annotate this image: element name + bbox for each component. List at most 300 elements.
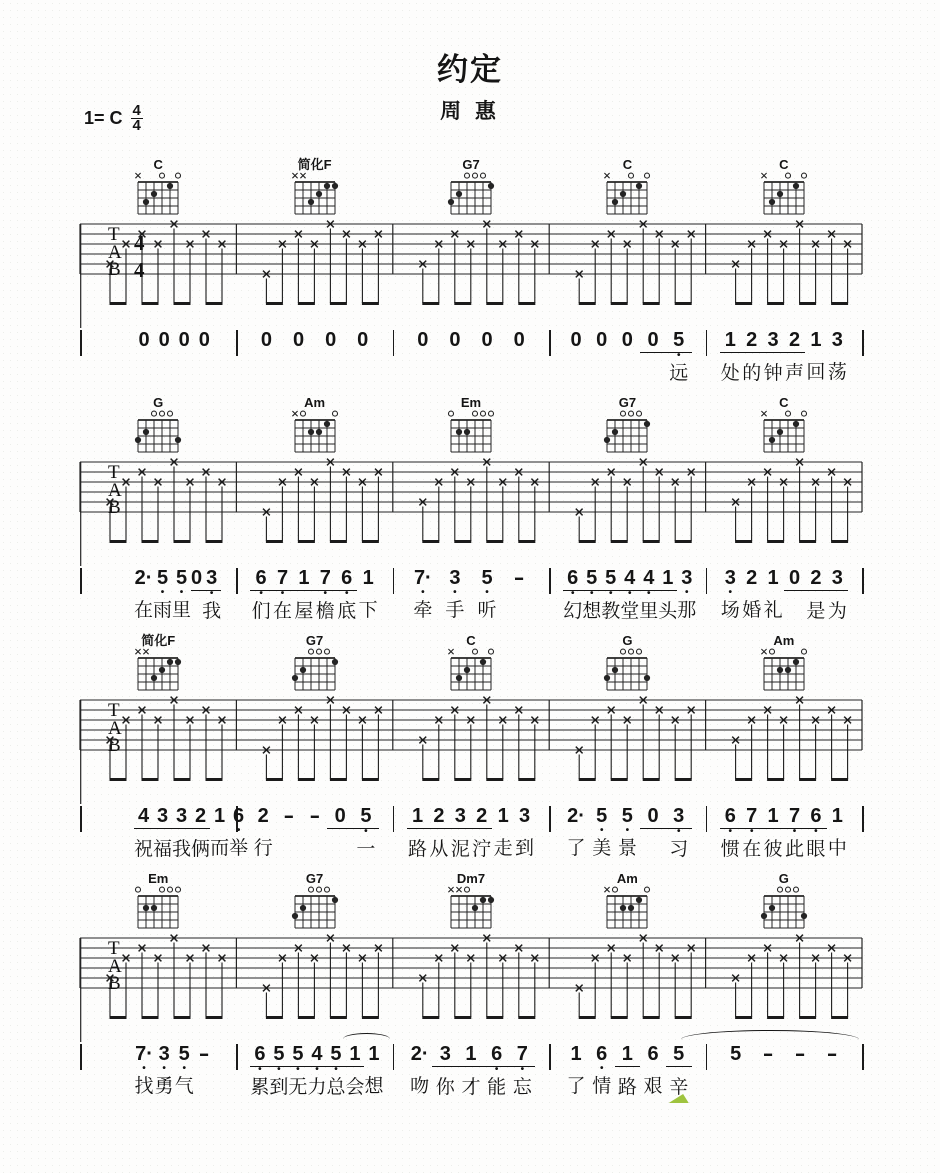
lyric-syllable — [640, 361, 666, 385]
chord-diagram — [439, 634, 503, 699]
octave-dot — [752, 1066, 784, 1074]
note: 0 — [357, 329, 369, 351]
lyric-syllable: 此 — [785, 839, 805, 860]
octave-dot: • — [608, 588, 613, 599]
note: 7 — [315, 566, 336, 591]
lyric-syllable: 祝 — [134, 839, 154, 860]
measure — [393, 566, 549, 622]
tab-staff — [0, 454, 940, 566]
lyric-syllable: 累 — [250, 1077, 270, 1098]
lyric-syllable: 彼 — [763, 839, 783, 860]
tab-system — [0, 634, 940, 804]
octave-dot — [134, 829, 153, 837]
chord-diagram — [283, 872, 347, 937]
note-column — [191, 566, 202, 623]
note: 0 — [138, 329, 150, 351]
note-column — [134, 566, 153, 623]
octave-dot — [640, 829, 666, 837]
note-column — [288, 1042, 307, 1099]
octave-dot — [194, 1066, 214, 1074]
octave-dot: • — [259, 588, 263, 599]
lyric-syllable: 泞 — [472, 839, 492, 860]
octave-dot — [347, 352, 379, 360]
lyric-syllable: 福 — [153, 839, 173, 860]
note-column — [315, 328, 347, 384]
note: 6 — [336, 566, 357, 591]
lyric-syllable: 想 — [582, 601, 602, 622]
octave-dot — [407, 829, 428, 837]
lyric-syllable — [563, 360, 589, 384]
octave-dot: • — [421, 587, 425, 598]
octave-dot — [784, 1066, 816, 1074]
chord-diagram — [283, 158, 347, 223]
note-column — [503, 328, 535, 384]
lyric-syllable — [503, 598, 535, 622]
lyric-syllable: 里 — [172, 600, 192, 621]
notation-line — [0, 328, 940, 396]
octave-dot — [439, 352, 471, 360]
barline — [862, 806, 864, 832]
note-column — [154, 328, 174, 384]
octave-dot — [503, 590, 535, 598]
octave-dot: • — [792, 826, 797, 837]
note-column — [282, 328, 314, 384]
note-column — [407, 566, 439, 622]
chord-diagram — [126, 396, 190, 461]
note: 2 — [428, 804, 449, 829]
octave-dot: • — [589, 588, 594, 599]
octave-dot — [174, 352, 194, 360]
lyric-syllable: 在 — [742, 839, 762, 860]
octave-dot — [250, 828, 276, 836]
note-column — [658, 566, 677, 623]
lyric-syllable — [720, 1074, 752, 1098]
chord-grid — [283, 171, 347, 218]
octave-dot: • — [814, 826, 818, 837]
octave-dot — [589, 352, 615, 360]
octave-dot — [762, 829, 783, 837]
note: - — [513, 567, 525, 589]
chord-grid — [283, 885, 347, 932]
note-column — [194, 1042, 214, 1098]
note: 5 — [666, 328, 692, 353]
lyric-syllable — [615, 360, 641, 384]
chord-name: G7 — [305, 871, 324, 886]
lyric-syllable: 艰 — [643, 1076, 663, 1097]
octave-dot: • — [627, 588, 632, 599]
note: 0 — [596, 329, 608, 351]
lyric-syllable — [194, 1074, 214, 1098]
chord-grid — [439, 647, 503, 694]
note-column — [640, 328, 666, 385]
chord-grid — [595, 647, 659, 694]
note-column — [326, 1042, 345, 1099]
tab-system — [0, 158, 940, 328]
note-column — [805, 804, 826, 861]
lyric-syllable — [174, 360, 194, 384]
note: 0 — [178, 329, 190, 351]
lyric-syllable: 婚 — [742, 600, 762, 621]
chord-diagram — [752, 872, 816, 937]
note: 5 — [666, 1042, 692, 1067]
note-column — [432, 1042, 458, 1099]
chord-name: Em — [460, 395, 482, 410]
lyric-syllable: 路 — [617, 1077, 637, 1098]
chord-grid — [126, 647, 190, 694]
note-column — [615, 804, 641, 861]
chord-grid — [595, 171, 659, 218]
chord-diagram — [595, 634, 659, 699]
note: 6 — [596, 1043, 608, 1065]
note-column — [563, 804, 589, 861]
note: 1 — [345, 1042, 364, 1067]
note: 3 — [827, 566, 848, 591]
lyric-syllable — [276, 836, 302, 860]
note: 2· — [410, 1043, 429, 1065]
lyric-syllable: 情 — [592, 1076, 612, 1097]
measure — [80, 804, 249, 861]
note: 1 — [767, 567, 779, 589]
note-column — [210, 804, 229, 861]
note-column — [269, 1042, 288, 1099]
octave-dot — [357, 590, 378, 598]
octave-dot — [805, 352, 826, 360]
lyric-syllable: 才 — [461, 1077, 481, 1098]
octave-dot — [827, 591, 848, 599]
note: 1 — [214, 805, 226, 827]
chord-grid — [752, 171, 816, 218]
measure — [80, 1042, 236, 1098]
chord-name: G — [153, 395, 164, 410]
notation-line — [0, 566, 940, 634]
note: 4 — [620, 566, 639, 591]
measure — [549, 566, 705, 623]
note-column — [666, 1042, 692, 1099]
chord-name: Em — [148, 871, 169, 886]
svg-text:4: 4 — [134, 231, 145, 255]
octave-dot: • — [647, 588, 651, 599]
octave-dot — [458, 1067, 484, 1075]
measure — [80, 566, 236, 623]
note-column — [134, 328, 154, 384]
lyric-syllable — [816, 1074, 848, 1098]
note-column — [827, 804, 848, 861]
note: 3 — [762, 328, 783, 353]
lyric-syllable: 美 — [592, 838, 612, 859]
chord-diagram — [283, 396, 347, 461]
note: 0 — [417, 329, 429, 351]
note-column — [620, 566, 639, 623]
octave-dot: • — [749, 826, 754, 837]
note: 2 — [784, 328, 805, 353]
note-column — [615, 328, 641, 385]
chord-name: C — [622, 157, 633, 172]
octave-dot — [720, 353, 741, 361]
note-column — [250, 328, 282, 384]
note-column — [202, 566, 221, 623]
note-column — [677, 566, 696, 623]
svg-text:A: A — [108, 956, 122, 977]
note: 5 — [175, 567, 188, 589]
octave-dot — [364, 1066, 383, 1074]
lyric-syllable: 是 — [806, 601, 826, 622]
chord-grid — [752, 409, 816, 456]
lyric-syllable: 了 — [566, 838, 586, 859]
lyric-syllable: 而 — [210, 838, 230, 859]
octave-dot: • — [277, 1064, 281, 1075]
lyric-syllable: 力 — [307, 1077, 327, 1098]
octave-dot: • — [364, 826, 368, 837]
measure — [236, 566, 392, 623]
lyric-syllable: 底 — [337, 601, 357, 622]
note: 2· — [567, 805, 585, 827]
note-column — [153, 566, 172, 623]
measure — [706, 1042, 862, 1098]
chord-grid — [126, 885, 190, 932]
note-column — [666, 804, 692, 861]
svg-text:A: A — [108, 480, 122, 501]
note-column — [471, 804, 492, 861]
note-column — [315, 566, 336, 623]
octave-dot — [741, 353, 762, 361]
note: 1 — [362, 567, 374, 589]
lyric-syllable — [503, 360, 535, 384]
note: 6 — [805, 804, 826, 829]
note: 2 — [191, 804, 210, 829]
chord-diagram — [283, 634, 347, 699]
octave-dot: • — [676, 826, 681, 837]
svg-text:A: A — [108, 242, 122, 263]
lyric-syllable: 在 — [272, 601, 292, 622]
note-column — [250, 1042, 269, 1099]
note: 5 — [582, 566, 601, 591]
barline — [862, 1044, 864, 1070]
octave-dot: • — [179, 587, 184, 598]
chord-grid — [126, 409, 190, 456]
note-column — [471, 328, 503, 384]
note: 4 — [307, 1042, 326, 1067]
lyric-syllable: 远 — [669, 363, 689, 384]
note: 1 — [293, 566, 314, 591]
octave-dot — [191, 591, 202, 599]
tab-system — [0, 872, 940, 1042]
note: 1 — [497, 805, 509, 827]
svg-text:T: T — [108, 462, 120, 483]
note-column — [741, 804, 762, 861]
lyric-syllable: 教 — [601, 601, 621, 622]
lyric-syllable — [407, 360, 439, 384]
note: 0 — [191, 567, 203, 589]
note: 7 — [784, 804, 805, 829]
note: 7· — [413, 567, 432, 589]
chord-grid — [283, 409, 347, 456]
note: 0 — [449, 329, 461, 351]
octave-dot — [153, 829, 172, 837]
note: - — [794, 1043, 806, 1065]
note: 1 — [720, 328, 741, 353]
note-column — [191, 804, 210, 861]
tab-system — [0, 396, 940, 566]
chord-diagram — [595, 396, 659, 461]
measure — [80, 328, 236, 384]
lyric-syllable — [784, 1074, 816, 1098]
note: 3 — [153, 804, 172, 829]
octave-dot — [563, 828, 589, 836]
chord-name: Am — [773, 633, 795, 648]
chord-name: Dm7 — [456, 871, 486, 886]
lyric-syllable — [250, 360, 282, 384]
octave-dot: • — [182, 1063, 186, 1074]
octave-dot: • — [453, 587, 457, 598]
note: 1 — [570, 1043, 582, 1065]
chord-name: Am — [616, 871, 638, 886]
note: 0 — [327, 804, 353, 829]
note: 1 — [407, 804, 428, 829]
lyric-syllable: 眼 — [806, 839, 826, 860]
note: 2 — [805, 566, 826, 591]
note-column — [134, 1042, 154, 1098]
lyric-syllable — [191, 599, 202, 623]
lyric-syllable — [315, 360, 347, 384]
note: 0 — [481, 329, 493, 351]
octave-dot — [805, 591, 826, 599]
lyric-syllable — [752, 1074, 784, 1098]
lyric-syllable: 辛 — [669, 1077, 689, 1098]
note: 4 — [134, 804, 153, 829]
chord-name: G — [622, 633, 633, 648]
octave-dot — [471, 829, 492, 837]
lyric-syllable: 习 — [669, 839, 689, 860]
note: 5 — [596, 805, 608, 827]
measure — [393, 804, 549, 861]
lyric-syllable: 回 — [806, 362, 826, 383]
notation-line — [0, 1042, 940, 1110]
octave-dot: • — [676, 350, 681, 361]
lyric-syllable: 我 — [202, 601, 222, 622]
lyric-syllable: 忘 — [512, 1077, 532, 1098]
lyric-syllable: 总 — [326, 1077, 346, 1098]
octave-dot — [172, 829, 191, 837]
note-column — [450, 804, 471, 861]
key-signature — [84, 104, 143, 133]
note: 2 — [471, 804, 492, 829]
chord-diagram — [126, 158, 190, 223]
lyric-syllable: 到 — [269, 1077, 289, 1098]
chord-grid — [283, 647, 347, 694]
octave-dot: • — [485, 587, 489, 598]
lyric-syllable: 的 — [742, 363, 762, 384]
note: 4 — [639, 566, 658, 591]
lyric-syllable — [784, 599, 805, 623]
chord-grid — [595, 409, 659, 456]
note: 3 — [518, 805, 531, 827]
lyric-syllable: 在 — [134, 600, 154, 621]
octave-dot: • — [344, 588, 349, 599]
chord-diagram — [752, 158, 816, 223]
note-column — [601, 566, 620, 623]
note-column — [327, 804, 353, 861]
note-column — [639, 566, 658, 623]
note: 1 — [810, 329, 822, 351]
note: 3 — [172, 804, 191, 829]
note: 6 — [250, 566, 271, 591]
note: 0 — [640, 804, 666, 829]
octave-dot — [302, 828, 328, 836]
lyric-syllable: 声 — [785, 363, 805, 384]
note-column — [336, 566, 357, 623]
key-label: 1= C — [84, 108, 123, 128]
note: 6 — [647, 1043, 659, 1065]
octave-dot — [784, 591, 805, 599]
chord-name: C — [153, 157, 163, 172]
lyric-syllable: 中 — [827, 838, 847, 859]
lyric-syllable: 里 — [639, 601, 659, 622]
chord-name: G7 — [462, 157, 480, 172]
lyric-syllable — [327, 837, 353, 861]
note-column — [407, 1042, 433, 1099]
note-column — [307, 1042, 326, 1099]
note: 5 — [288, 1042, 307, 1067]
octave-dot — [293, 591, 314, 599]
note: - — [309, 805, 320, 827]
octave-dot: • — [520, 1064, 525, 1075]
note: 0 — [621, 329, 633, 351]
note: 3 — [681, 567, 693, 589]
lyric-syllable: 俩 — [191, 839, 211, 860]
lyric-syllable: 吻 — [410, 1076, 430, 1097]
svg-text:A: A — [108, 718, 122, 739]
note: 5 — [269, 1042, 288, 1067]
note: 0 — [158, 329, 170, 351]
lyric-syllable: 举 — [229, 838, 249, 859]
octave-dot: • — [685, 587, 689, 598]
note-column — [357, 566, 378, 623]
note: 3 — [450, 804, 471, 829]
lyric-syllable: 处 — [720, 363, 740, 384]
chord-grid — [439, 171, 503, 218]
chord-name: G7 — [305, 633, 324, 648]
octave-dot — [563, 1066, 589, 1074]
note-column — [720, 804, 741, 861]
lyric-syllable: 泥 — [450, 839, 470, 860]
octave-dot: • — [570, 588, 575, 599]
lyric-syllable: 景 — [617, 838, 637, 859]
note-column — [666, 328, 692, 385]
note-column — [407, 328, 439, 384]
octave-dot — [563, 352, 589, 360]
octave-dot: • — [625, 825, 630, 836]
note-column — [302, 804, 328, 861]
note: 1 — [615, 1042, 641, 1067]
octave-dot: • — [323, 588, 328, 599]
octave-dot — [315, 352, 347, 360]
octave-dot — [407, 1066, 433, 1074]
note: 1 — [458, 1042, 484, 1067]
lyric-syllable — [134, 360, 154, 384]
octave-dot — [640, 1066, 666, 1074]
measure — [549, 1042, 705, 1099]
lyric-syllable: 行 — [253, 838, 273, 859]
note: 7 — [741, 804, 762, 829]
chord-diagram — [595, 872, 659, 937]
lyric-syllable: 为 — [827, 601, 847, 622]
chord-name: 简化F — [297, 157, 332, 172]
lyric-syllable — [589, 360, 615, 384]
octave-dot: • — [280, 588, 285, 599]
note-column — [353, 804, 379, 861]
time-bottom: 4 — [132, 117, 141, 134]
note: 5 — [326, 1042, 345, 1067]
